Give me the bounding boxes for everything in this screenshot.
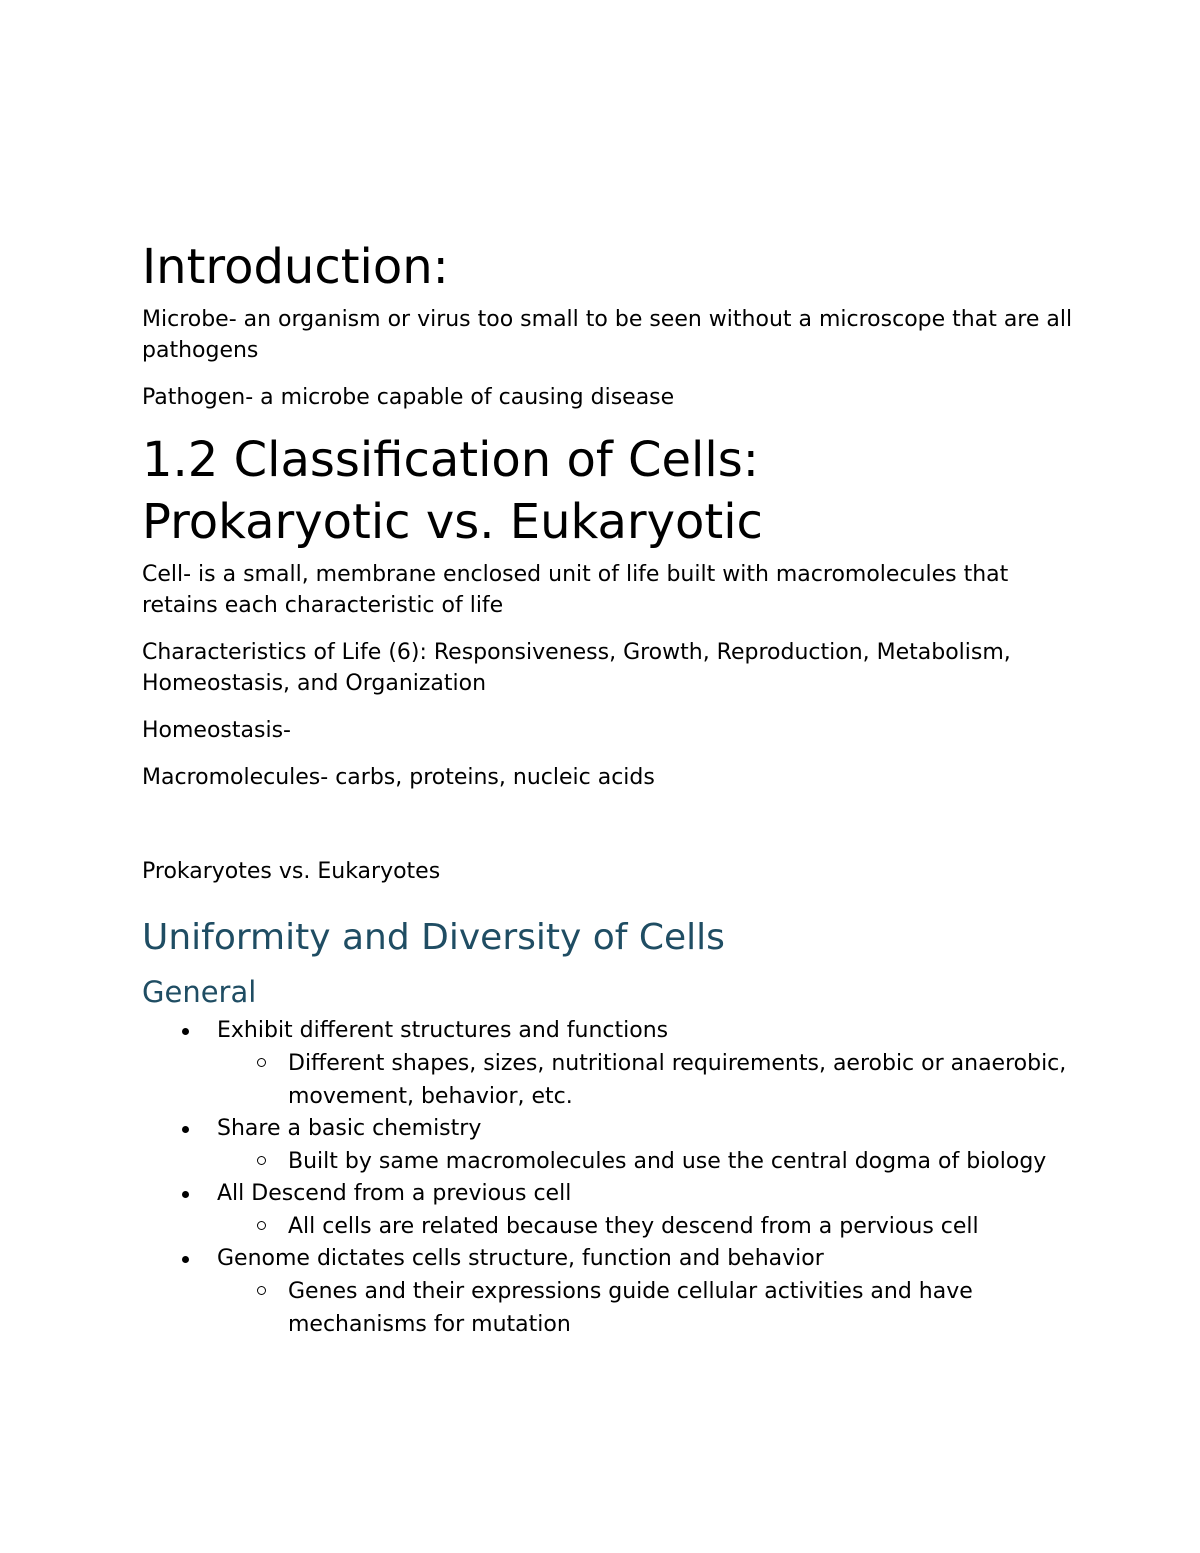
intro-heading: Introduction: <box>142 239 449 295</box>
list-item <box>142 1015 1082 1113</box>
list-item <box>142 1113 1082 1178</box>
sub-list-item <box>217 1210 1082 1243</box>
bullet-icon <box>182 1126 189 1133</box>
classification-heading <box>142 429 1082 553</box>
general-list <box>142 1015 1082 1341</box>
homeostasis-definition: Homeostasis- <box>142 718 291 743</box>
cell-definition: Cell- is a small, membrane enclosed unit of life built with macromolecules that retains each characteristic of life <box>142 562 1009 618</box>
sub-list-item-text: Genes and their expressions guide cellular activities and have mechanisms for mutation <box>288 1279 973 1337</box>
list-item-text: Genome dictates cells structure, function and behavior <box>217 1246 824 1271</box>
hollow-bullet-icon <box>257 1058 266 1067</box>
sub-list-item-text: Built by same macromolecules and use the central dogma of biology <box>288 1149 1047 1174</box>
list-item-text: All Descend from a previous cell <box>217 1181 572 1206</box>
sub-list-item <box>217 1047 1082 1113</box>
sub-list-item-text: All cells are related because they descend from a pervious cell <box>288 1214 979 1239</box>
classification-heading-line2: Prokaryotic vs. Eukaryotic <box>142 494 763 550</box>
list-item-text: Share a basic chemistry <box>217 1116 482 1141</box>
classification-heading-line1: 1.2 Classification of Cells: <box>142 432 759 488</box>
bullet-icon <box>182 1256 189 1263</box>
sub-list <box>217 1275 1082 1341</box>
bullet-icon <box>182 1191 189 1198</box>
sub-list <box>217 1145 1082 1178</box>
pathogen-definition: Pathogen- a microbe capable of causing disease <box>142 385 675 410</box>
sub-list <box>217 1047 1082 1113</box>
characteristics-of-life: Characteristics of Life (6): Responsiveness, Growth, Reproduction, Metabolism, Homeostasis, and Organization <box>142 640 1011 696</box>
macromolecules-definition: Macromolecules- carbs, proteins, nucleic acids <box>142 765 655 790</box>
sub-list-item-text: Different shapes, sizes, nutritional requirements, aerobic or anaerobic, movement, behavior, etc. <box>288 1051 1067 1109</box>
document-page <box>142 236 1082 1341</box>
hollow-bullet-icon <box>257 1156 266 1165</box>
list-item-text: Exhibit different structures and functions <box>217 1018 669 1043</box>
sub-list <box>217 1210 1082 1243</box>
uniformity-heading: Uniformity and Diversity of Cells <box>142 917 725 958</box>
sub-list-item <box>217 1145 1082 1178</box>
hollow-bullet-icon <box>257 1221 266 1230</box>
empty-line <box>142 809 1082 856</box>
hollow-bullet-icon <box>257 1286 266 1295</box>
list-item <box>142 1243 1082 1341</box>
general-subheading: General <box>142 975 257 1009</box>
list-item <box>142 1178 1082 1243</box>
sub-list-item <box>217 1275 1082 1341</box>
bullet-icon <box>182 1028 189 1035</box>
prokaryotes-vs-eukaryotes: Prokaryotes vs. Eukaryotes <box>142 859 441 884</box>
microbe-definition: Microbe- an organism or virus too small to be seen without a microscope that are all pathogens <box>142 307 1073 363</box>
